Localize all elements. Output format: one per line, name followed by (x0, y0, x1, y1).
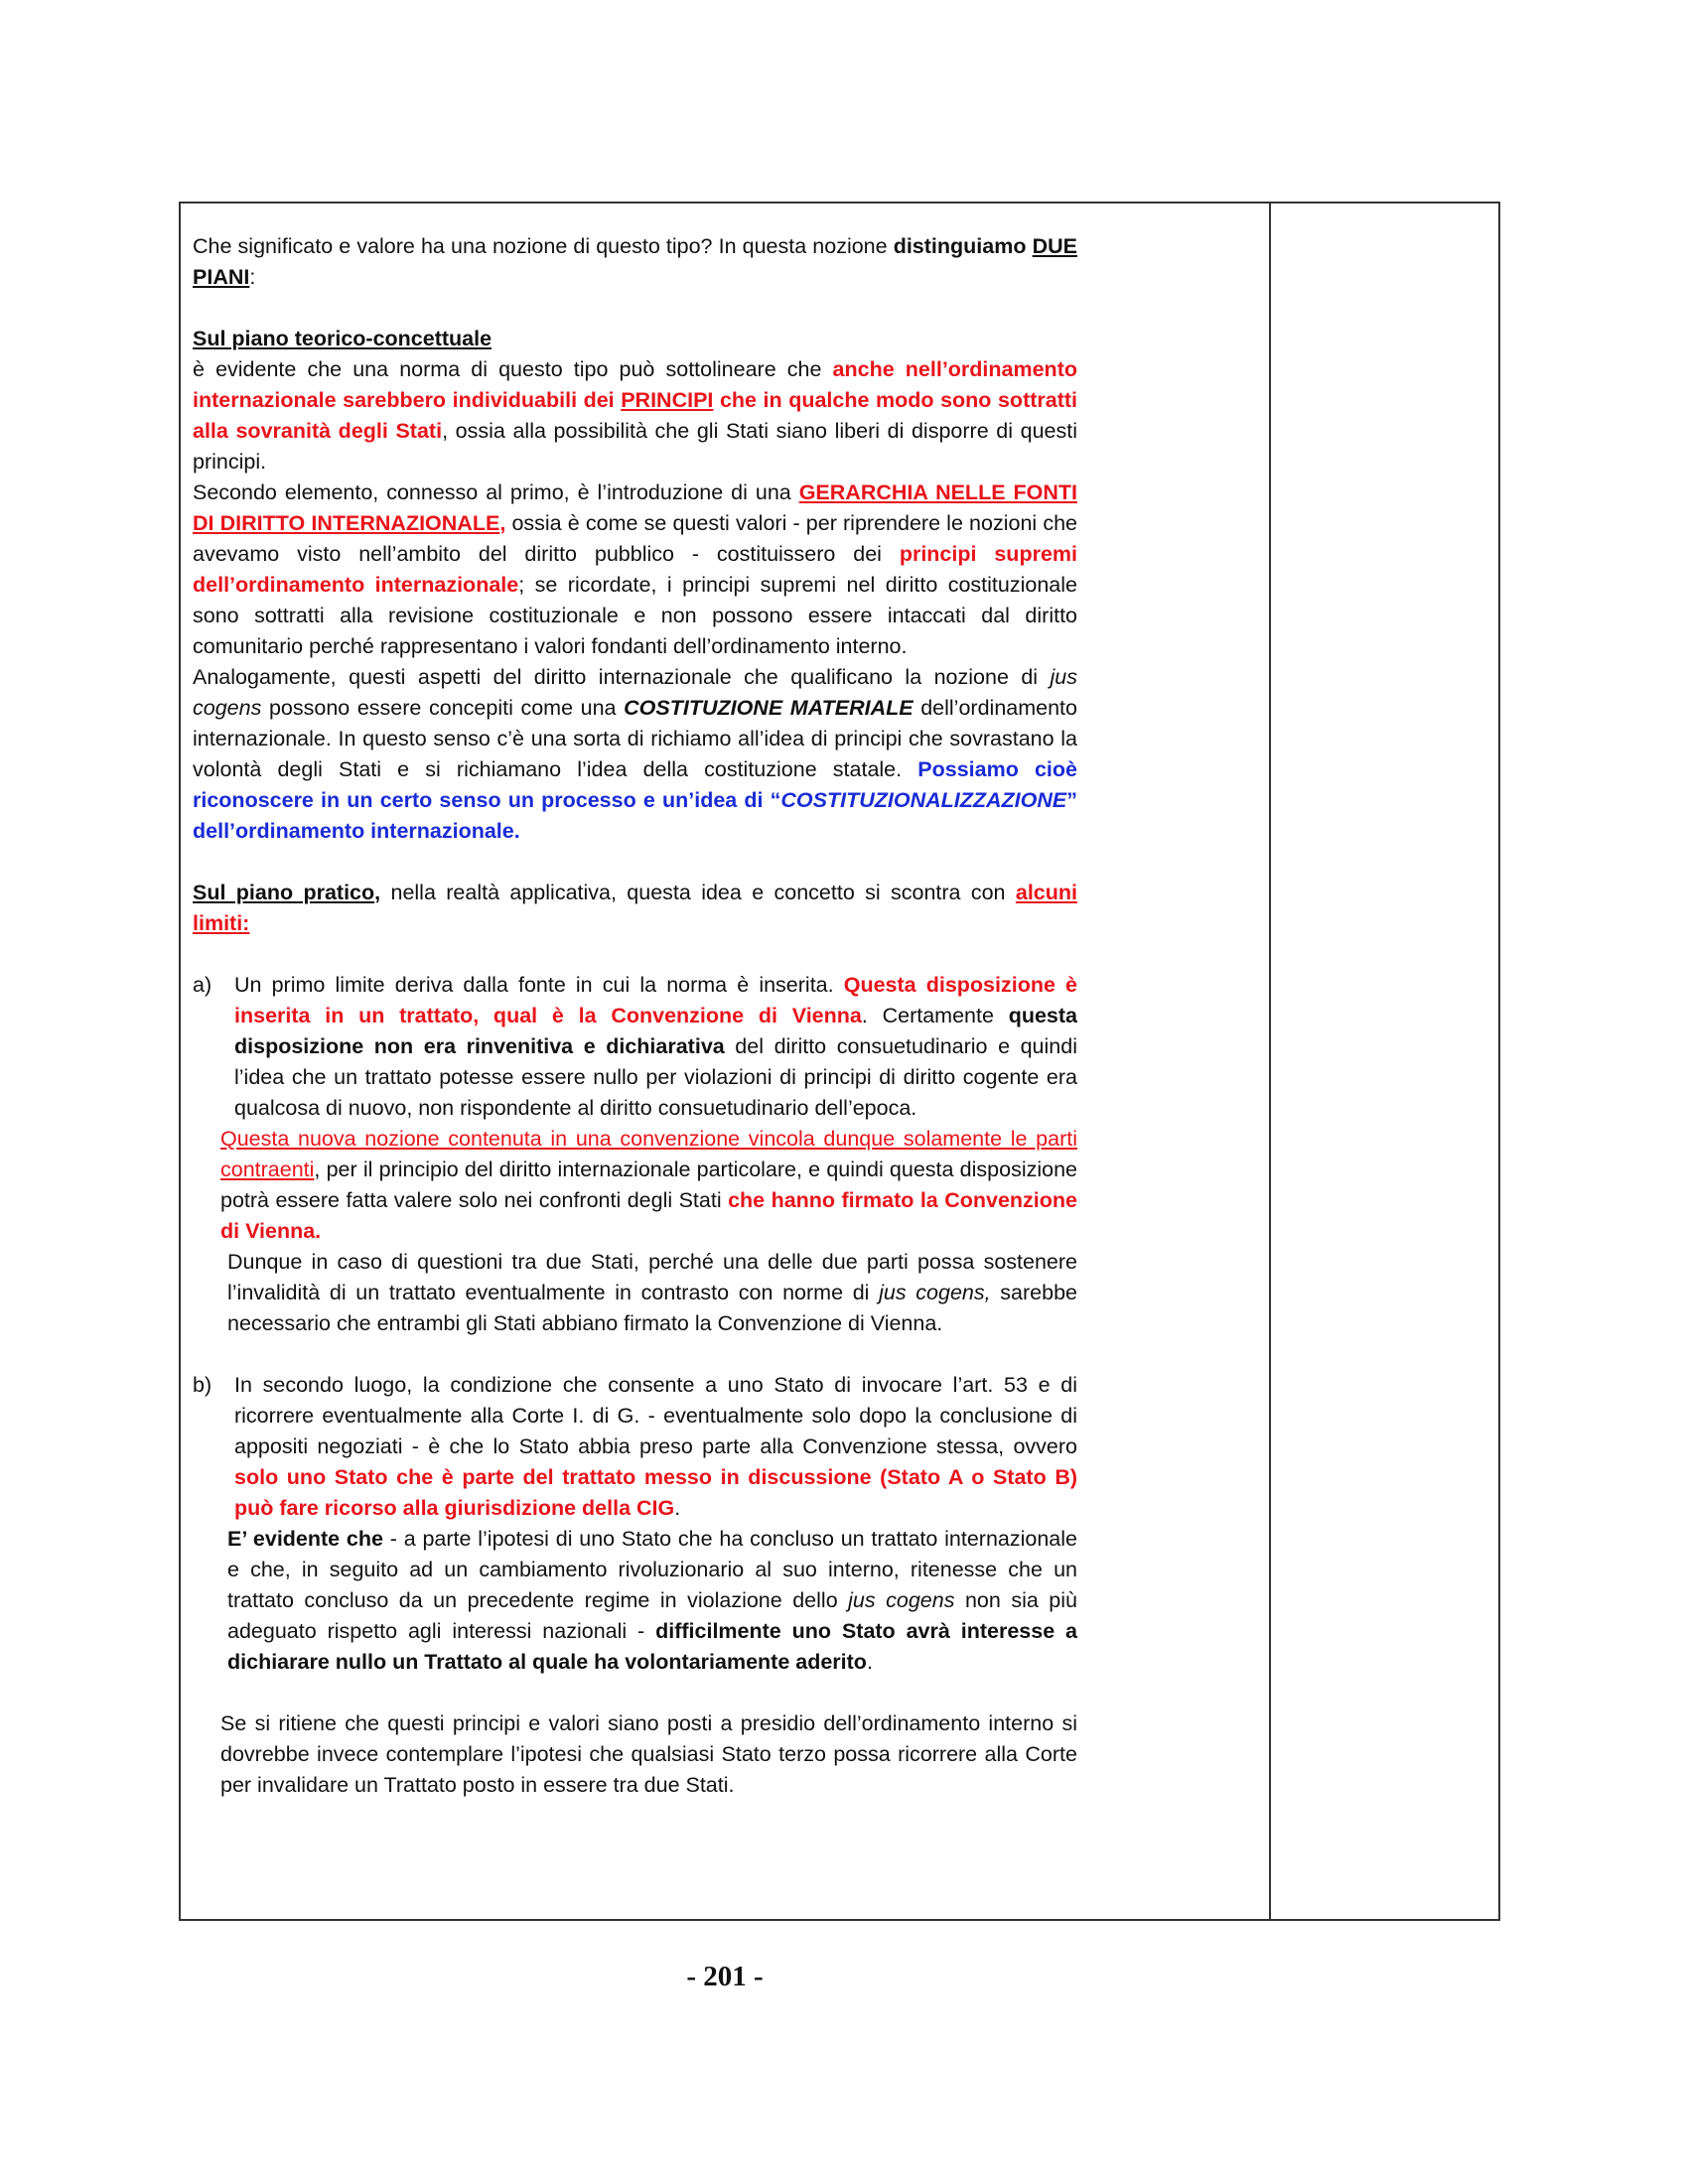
pratico-paragraph: Sul piano pratico, nella realtà applicativa, questa idea e concetto si scontra con alcuni limiti: (193, 881, 1077, 935)
intro-paragraph: Che significato e valore ha una nozione di questo tipo? In questa nozione distinguiamo DUE PIANI: (193, 234, 1077, 289)
list-item-a-paragraph-3: Dunque in caso di questioni tra due Stati, perché una delle due parti possa sostenere l’invalidità di un trattato eventualmente in contrasto con norme di jus cogens, sarebbe necessario che entrambi gli Stati abbiano firmato la Convenzione di Vienna. (227, 1250, 1077, 1335)
main-text-column (193, 231, 1077, 1801)
content-table (179, 202, 1500, 1921)
page-number: - 201 - (686, 1961, 764, 1992)
teorico-paragraph-1: è evidente che una norma di questo tipo può sottolineare che anche nell’ordinamento internazionale sarebbero individuabili dei PRINCIPI che in qualche modo sono sottratti alla sovranità degli Stati, ossia alla possibilità che gli Stati siano liberi di disporre di questi principi. (193, 357, 1078, 474)
heading-piano-teorico: Sul piano teorico-concettuale (193, 327, 492, 350)
closing-paragraph: Se si ritiene che questi principi e valori siano posti a presidio dell’ordinamento interno si dovrebbe invece contemplare l’ipotesi che qualsiasi Stato terzo possa ricorrere alla Corte per invalidare un Trattato posto in essere tra due Stati. (220, 1711, 1077, 1797)
list-item-b: b) In secondo luogo, la condizione che consente a uno Stato di invocare l’art. 53 e di ricorrere eventualmente alla Corte I. di G. - eventualmente solo dopo la conclusione di appositi negoziati - è che lo Stato abbia preso parte alla Convenzione stessa, ovvero solo uno Stato che è parte del trattato messo in discussione (Stato A o Stato B) può fare ricorso alla giurisdizione della CIG. (193, 1373, 1077, 1520)
column-divider (1269, 204, 1271, 1919)
list-item-b-paragraph-2: E’ evidente che - a parte l’ipotesi di uno Stato che ha concluso un trattato internazionale e che, in seguito ad un cambiamento rivoluzionario al suo interno, ritenesse che un trattato concluso da un precedente regime in violazione dello jus cogens non sia più adeguato rispetto agli interessi nazionali - difficilmente uno Stato avrà interesse a dichiarare nullo un Trattato al quale ha volontariamente aderito. (227, 1527, 1078, 1674)
teorico-paragraph-2: Secondo elemento, connesso al primo, è l’introduzione di una GERARCHIA NELLE FONTI DI DIRITTO INTERNAZIONALE, ossia è come se questi valori - per riprendere le nozioni che avevamo visto nell’ambito del diritto pubblico - costituissero dei principi supremi dell’ordinamento internazionale; se ricordate, i principi supremi nel diritto costituzionale sono sottratti alla revisione costituzionale e non possono essere intaccati dal diritto comunitario perché rappresentano i valori fondanti dell’ordinamento interno. (193, 480, 1077, 658)
list-item-a: a) Un primo limite deriva dalla fonte in cui la norma è inserita. Questa disposizione è inserita in un trattato, qual è la Convenzione di Vienna. Certamente questa disposizione non era rinvenitiva e dichiarativa del diritto consuetudinario e quindi l’idea che un trattato potesse essere nullo per violazioni di principi di diritto cogente era qualcosa di nuovo, non rispondente al diritto consuetudinario dell’epoca. (193, 973, 1077, 1120)
teorico-paragraph-3: Analogamente, questi aspetti del diritto internazionale che qualificano la nozione di jus cogens possono essere concepiti come una COSTITUZIONE MATERIALE dell’ordinamento internazionale. In questo senso c’è una sorta di richiamo all’idea di principi che sovrastano la volontà degli Stati e si richiamano l’idea della costituzione statale. Possiamo cioè riconoscere in un certo senso un processo e un’idea di “COSTITUZIONALIZZAZIONE” dell’ordinamento internazionale. (193, 665, 1077, 843)
heading-piano-pratico: Sul piano pratico (193, 881, 375, 904)
list-item-a-paragraph-2: Questa nuova nozione contenuta in una convenzione vincola dunque solamente le parti contraenti, per il principio del diritto internazionale particolare, e quindi questa disposizione potrà essere fatta valere solo nei confronti degli Stati che hanno firmato la Convenzione di Vienna. (220, 1127, 1078, 1243)
